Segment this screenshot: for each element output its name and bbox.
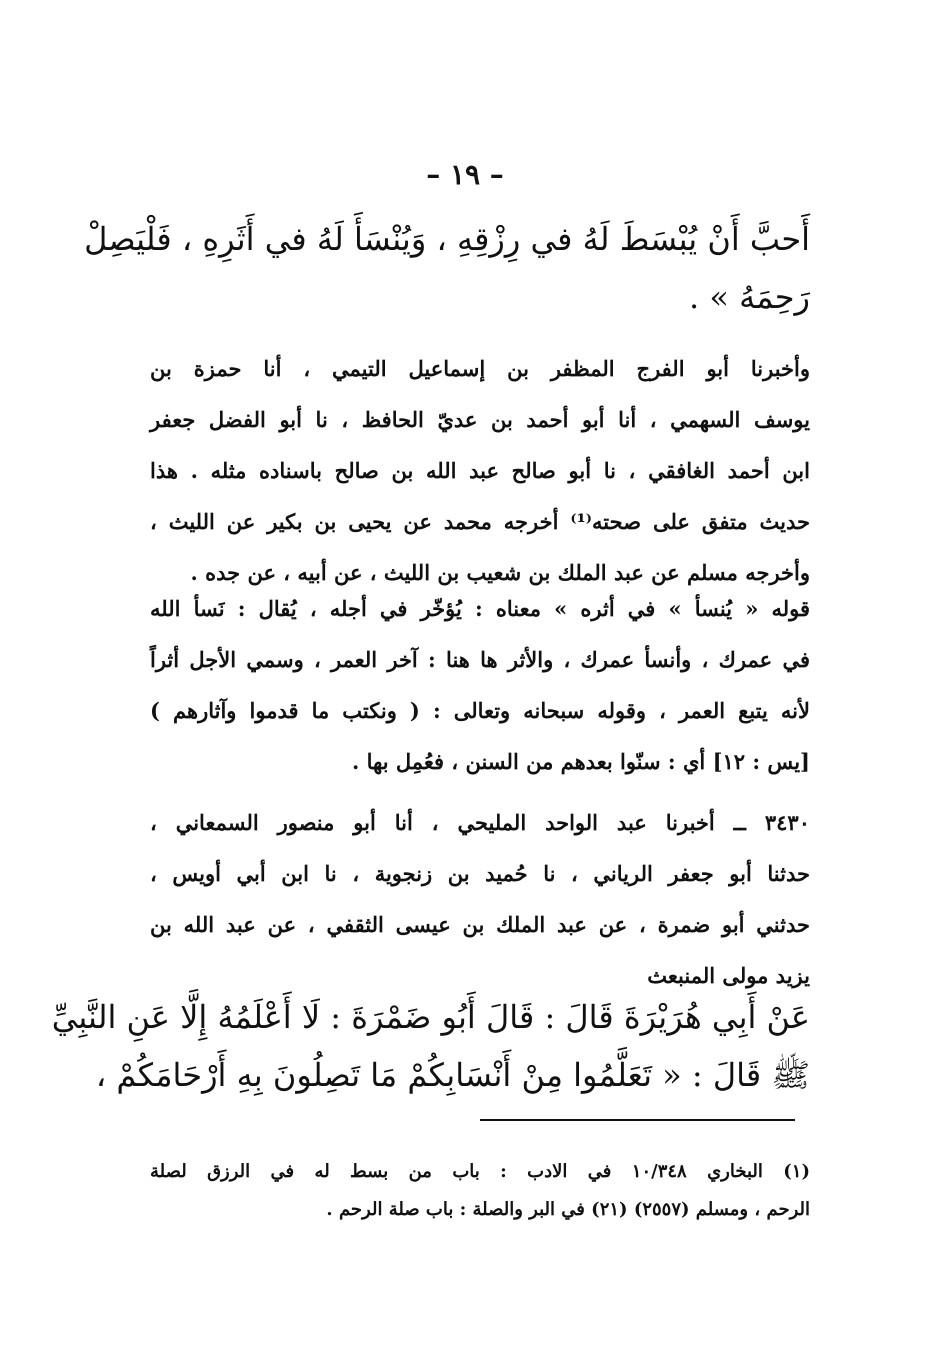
footnote-separator — [480, 1119, 795, 1121]
footnote-line: (١) البخاري ١٠/٣٤٨ في الادب : باب من بسط له في الرزق لصلة — [150, 1161, 810, 1182]
text-line: وأخرجه مسلم عن عبد الملك بن شعيب بن الليث ، عن أبيه ، عن جده . — [190, 560, 810, 585]
text-line: ٣٤٣٠ ــ أخبرنا عبد الواحد المليحي ، أنا أبو منصور السمعاني ، — [150, 810, 810, 835]
commentary-paragraph — [150, 583, 810, 787]
hadith-3430-matn — [51, 988, 810, 1104]
text-line: حدثنا أبو جعفر الرياني ، نا حُميد بن زنجوية ، نا ابن أبي أويس ، — [150, 861, 810, 886]
text-line: يوسف السهمي ، أنا أبو أحمد بن عديّ الحافظ ، نا أبو الفضل جعفر — [150, 407, 810, 432]
text-line: ابن أحمد الغافقي ، نا أبو صالح عبد الله بن صالح باسناده مثله . هذا — [150, 458, 810, 483]
footnote — [150, 1153, 810, 1229]
page-number: – ١٩ – — [426, 158, 504, 191]
text-line: [يس : ١٢] أي : سنّوا بعدهم من السنن ، فعُمِل بها . — [352, 749, 810, 774]
text-line: ﷺ قَالَ : « تَعَلَّمُوا مِنْ أَنْسَابِكُمْ مَا تَصِلُونَ بِهِ أَرْحَامَكُمْ ، — [95, 1056, 810, 1094]
text-line: قوله « يُنسأ » في أثره » معناه : يُؤخّر في أجله ، يُقال : نَسأ الله — [150, 596, 810, 621]
text-line: عَنْ أَبِي هُرَيْرَةَ قَالَ : قَالَ أَبُو ضَمْرَةَ : لَا أَعْلَمُهُ إِلَّا عَنِ النَّبِيِّ — [51, 998, 810, 1036]
text-line: وأخبرنا أبو الفرج المظفر بن إسماعيل التيمي ، أنا حمزة بن — [150, 356, 810, 381]
text-line: حدثني أبو ضمرة ، عن عبد الملك بن عيسى الثقفي ، عن عبد الله بن — [150, 912, 810, 937]
text-line: رَحِمَهُ » . — [689, 278, 810, 316]
text-line: حديث متفق على صحته⁽¹⁾ أخرجه محمد عن يحيى بن بكير عن الليث ، — [150, 509, 810, 534]
hadith-text-continued — [84, 210, 810, 326]
text-line: في عمرك ، وأنسأ عمرك ، والأثر ها هنا : آخر العمر ، وسمي الأجل أثراً — [150, 647, 810, 672]
footnote-line: الرحم ، ومسلم (٢٥٥٧) (٢١) في البر والصلة : باب صلة الرحم . — [326, 1199, 810, 1220]
text-line: أَحبَّ أَنْ يُبْسَطَ لَهُ في رِزْقِهِ ، وَيُنْسَأَ لَهُ في أَثَرِهِ ، فَلْيَصِلْ — [84, 220, 810, 258]
hadith-3430-isnad — [150, 797, 810, 1001]
text-line: لأنه يتبع العمر ، وقوله سبحانه وتعالى : ( ونكتب ما قدموا وآثارهم ) — [150, 698, 810, 723]
text-line: يزيد مولى المنبعث — [647, 963, 810, 988]
isnad-paragraph — [150, 343, 810, 598]
